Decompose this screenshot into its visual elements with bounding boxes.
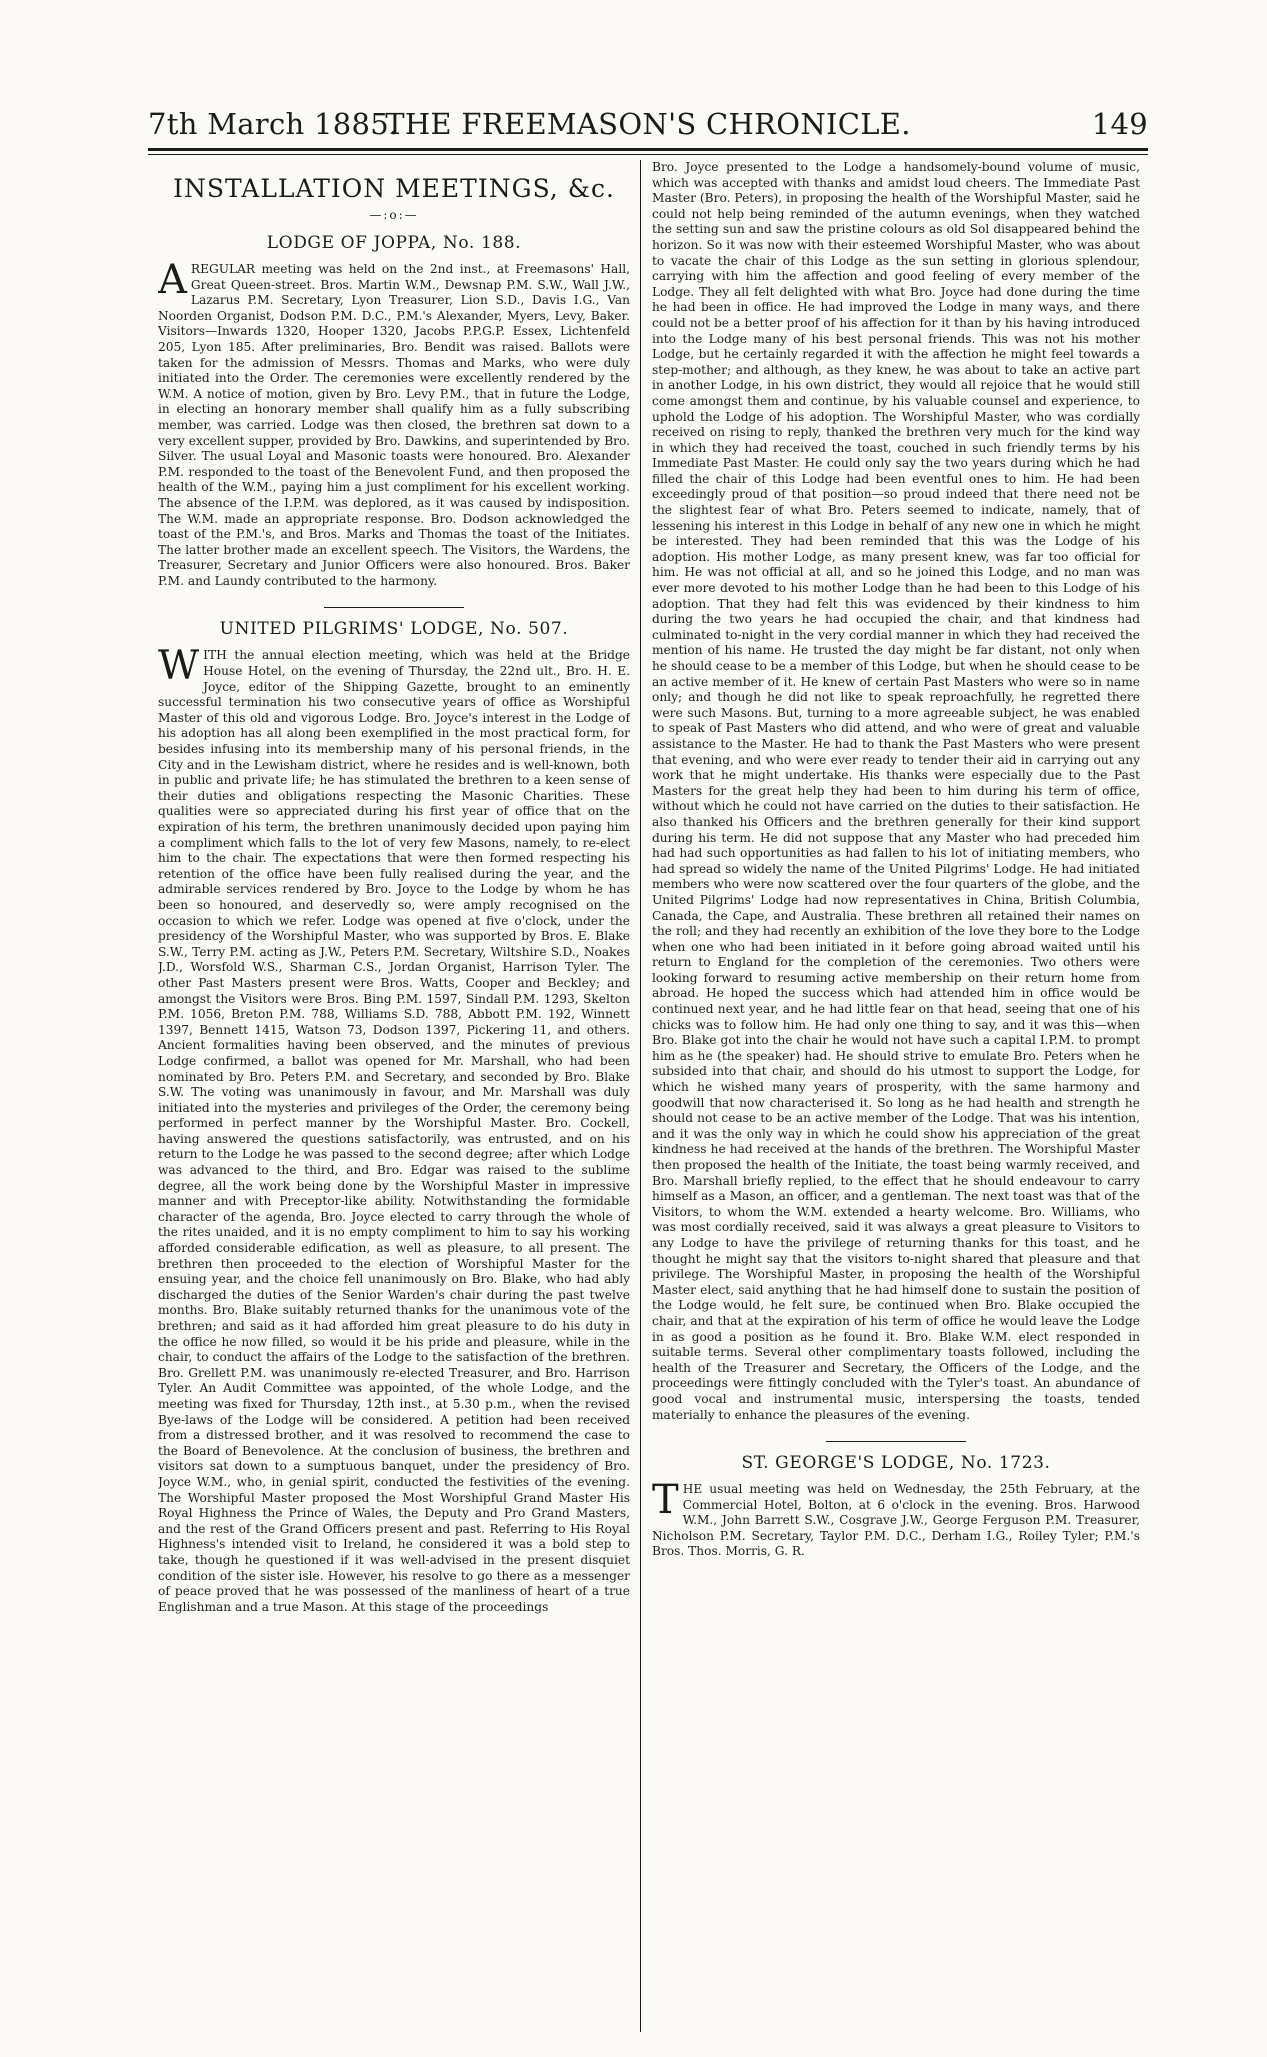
joppa-dropcap: A [158, 257, 187, 303]
left-column [158, 160, 630, 2020]
pilgrims-dropcap: W [158, 643, 200, 690]
pilgrims-heading: UNITED PILGRIMS' LODGE, No. 507. [219, 619, 569, 640]
joppa-body: REGULAR meeting was held on the 2nd inst., at Freemasons' Hall, Great Queen-street. Bros. Martin W.M., Dewsnap P.M. S.W., Wall J.W., Lazarus P.M. Secretary, Lyon Treasurer, Lion S.D., Davis I.G., Van Noorden Organist, Dodson P.M. D.C., P.M.'s Alexander, Myers, Levy, Baker. Visitors—Inwards 1320, Hooper 1320, Jacobs P.P.G.P. Essex, Lichtenfeld 205, Lyon 185. After preliminaries, Bro. Bendit was raised. Ballots were taken for the admission of Messrs. Thomas and Marks, who were duly initiated into the Order. The ceremonies were excellently rendered by the W.M. A notice of motion, given by Bro. Levy P.M., that in future the Lodge, in electing an honorary member shall qualify him as a fully subscribing member, was carried. Lodge was then closed, the brethren sat down to a very excellent supper, provided by Bro. Dawkins, and superintended by Bro. Silver. The usual Loyal and Masonic toasts were honoured. Bro. Alexander P.M. responded to the toast of the Benevolent Fund, and then proposed the health of the W.M., paying him a just compliment for his excellent working. The absence of the I.P.M. was deplored, as it was caused by indisposition. The W.M. made an appropriate response. Bro. Dodson acknowledged the toast of the P.M.'s, and Bros. Marks and Thomas the toast of the Initiates. The latter brother made an excellent speech. The Visitors, the Wardens, the Treasurer, Secretary and Junior Officers were also honoured. Bros. Baker P.M. and Laundy contributed to the harmony. [158, 262, 630, 588]
pilgrims-continued-body: Bro. Joyce presented to the Lodge a handsomely-bound volume of music, which was accepted with thanks and amidst loud cheers. The Immediate Past Master (Bro. Peters), in proposing the health of the Worshipful Master, said he could not help being reminded of the autumn evenings, when they watched the setting sun and saw the pristine colours as old Sol disappeared behind the horizon. So it was now with their esteemed Worshipful Master, who was about to vacate the chair of this Lodge as the sun setting in glorious splendour, carrying with him the affection and good feeling of every member of the Lodge. They all felt delighted with what Bro. Joyce had done during the time he had been in office. He had improved the Lodge in many ways, and there could not be a better proof of his affection for it than by his having introduced into the Lodge many of his best personal friends. This was not his mother Lodge, but he certainly regarded it with the affection he might feel towards a step-mother; and although, as they knew, he was about to take an active part in another Lodge, in his own district, they would all rejoice that he would still come amongst them and continue, by his valuable counsel and experience, to uphold the Lodge of his adoption. The Worshipful Master, who was cordially received on rising to reply, thanked the brethren very much for the kind way in which they had received the toast, couched in such friendly terms by his Immediate Past Master. He could only say the two years during which he had filled the chair of this Lodge had been eventful ones to him. He had been exceedingly proud of that position—so proud indeed that there need not be the slightest fear of what Bro. Peters seemed to indicate, namely, that of lessening his interest in this Lodge in behalf of any new one in which he might be interested. They had been reminded that this was the Lodge of his adoption. His mother Lodge, as many present knew, was far too official for him. He was not official at all, and so he joined this Lodge, and no man was ever more devoted to his mother Lodge than he had been to this Lodge of his adoption. That they had felt this was evidenced by their kindness to him during the two years he had occupied the chair, and that kindness had culminated to-night in the very cordial manner in which they had received the mention of his name. He trusted the day might be far distant, not only when he should cease to be a member of this Lodge, but when he should cease to be an active member of it. He knew of certain Past Masters who were so in name only; and though he did not like to speak reproachfully, he regretted there were such Masons. But, turning to a more agreeable subject, he was enabled to speak of Past Masters who did attend, and who were of great and valuable assistance to the Master. He had to thank the Past Masters who were present that evening, and who were ever ready to tender their aid in carrying out any work that he might undertake. His thanks were especially due to the Past Masters for the great help they had been to him during his term of office, without which he could not have carried on the duties to their satisfaction. He also thanked his Officers and the brethren generally for their kind support during his term. He did not suppose that any Master who had preceded him had had such opportunities as had fallen to his lot of initiating members, who had spread so widely the name of the United Pilgrims' Lodge. He had initiated members who were now scattered over the four quarters of the globe, and the United Pilgrims' Lodge had now representatives in China, British Columbia, Canada, the Cape, and Australia. These brethren all retained their names on the roll; and they had recently an exhibition of the love they bore to the Lodge when one who had been initiated in it before going abroad waited until his return to England for the completion of the ceremonies. Two others were looking forward to resuming active membership on their return home from abroad. He hoped the success which had attended him in office would be continued next year, and he had little fear on that head, seeing that one of his chicks was to follow him. He had only one thing to say, and it was this—when Bro. Blake got into the chair he would not have such a capital I.P.M. to prompt him as he (the speaker) had. He should strive to emulate Bro. Peters when he subsided into that chair, and should do his utmost to support the Lodge, for which he wished many years of prosperity, with the same harmony and goodwill that now characterised it. So long as he had health and strength he should not cease to be an active member of the Lodge. That was his intention, and it was the only way in which he could show his appreciation of the great kindness he had received at the hands of the brethren. The Worshipful Master then proposed the health of the Initiate, the toast being warmly received, and Bro. Marshall briefly replied, to the effect that he should endeavour to carry himself as a Mason, an officer, and a gentleman. The next toast was that of the Visitors, to whom the W.M. extended a hearty welcome. Bro. Williams, who was most cordially received, said it was always a great pleasure to Visitors to any Lodge to have the privilege of returning thanks for this toast, and he thought he might say that the visitors to-night shared that pleasure and that privilege. The Worshipful Master, in proposing the health of the Worshipful Master elect, said anything that he had himself done to sustain the position of the Lodge would, he felt sure, be continued when Bro. Blake occupied the chair, and that at the expiration of his term of office he would leave the Lodge in as good a position as he found it. Bro. Blake W.M. elect responded in suitable terms. Several other complimentary toasts followed, including the health of the Treasurer and Secretary, the Officers of the Lodge, and the proceedings were fittingly concluded with the Tyler's toast. An abundance of good vocal and instrumental music, interspersing the toasts, tended materially to enhance the pleasures of the evening. [652, 160, 1140, 1422]
section-separator: —:o:— [369, 208, 419, 222]
issue-date: 7th March 1885. [148, 107, 399, 141]
article-divider [826, 1441, 966, 1442]
st-george-dropcap: T [652, 1477, 679, 1524]
st-george-body: HE usual meeting was held on Wednesday, the 25th February, at the Commercial Hotel, Bolton, at 6 o'clock in the evening. Bros. Harwood W.M., John Barrett S.W., Cosgrave J.W., George Ferguson P.M. Treasurer, Nicholson P.M. Secretary, Taylor P.M. D.C., Derham I.G., Roiley Tyler; P.M.'s Bros. Thos. Morris, G. R. [652, 1482, 1140, 1559]
joppa-heading: LODGE OF JOPPA, No. 188. [266, 233, 522, 253]
column-divider [640, 160, 641, 2032]
page-number: 149 [1091, 107, 1148, 141]
right-column [652, 160, 1140, 2020]
masthead-rule-thin [148, 154, 1148, 155]
masthead-rule-thick [148, 148, 1148, 151]
st-george-heading: ST. GEORGE'S LODGE, No. 1723. [741, 1453, 1051, 1474]
publication-title: THE FREEMASON'S CHRONICLE. [385, 107, 911, 141]
article-divider [324, 607, 464, 608]
masthead [148, 104, 1148, 144]
st-george-article [652, 1477, 1140, 1560]
pilgrims-article [158, 643, 630, 1615]
pilgrims-body: ITH the annual election meeting, which was held at the Bridge House Hotel, on the evening of Thursday, the 22nd ult., Bro. H. E. Joyce, editor of the Shipping Gazette, brought to an eminently successful termination his two consecutive years of office as Worshipful Master of this old and vigorous Lodge. Bro. Joyce's interest in the Lodge of his adoption has all along been exemplified in the most practical form, for besides infusing into its membership many of his personal friends, in the City and in the Lewisham district, where he resides and is well-known, both in public and private life; he has stimulated the brethren to a keen sense of their duties and obligations respecting the Masonic Charities. These qualities were so appreciated during his first year of office that on the expiration of his term, the brethren unanimously decided upon paying him a compliment which falls to the lot of very few Masons, namely, to re-elect him to the chair. The expectations that were then formed respecting his retention of the office have been fully realised during the year, and the admirable services rendered by Bro. Joyce to the Lodge by whom he has been so honoured, and deservedly so, were amply recognised on the occasion to which we refer. Lodge was opened at five o'clock, under the presidency of the Worshipful Master, who was supported by Bros. E. Blake S.W., Terry P.M. acting as J.W., Peters P.M. Secretary, Wiltshire S.D., Noakes J.D., Worsfold W.S., Sharman C.S., Jordan Organist, Harrison Tyler. The other Past Masters present were Bros. Watts, Cooper and Beckley; and amongst the Visitors were Bros. Bing P.M. 1597, Sindall P.M. 1293, Skelton P.M. 1056, Breton P.M. 788, Williams S.D. 788, Abbott P.M. 192, Winnett 1397, Bennett 1415, Watson 73, Dodson 1397, Pickering 11, and others. Ancient formalities having been observed, and the minutes of previous Lodge confirmed, a ballot was opened for Mr. Marshall, who had been nominated by Bro. Peters P.M. and Secretary, and seconded by Bro. Blake S.W. The voting was unanimously in favour, and Mr. Marshall was duly initiated into the mysteries and privileges of the Order, the ceremony being performed in perfect manner by the Worshipful Master. Bro. Cockell, having answered the questions satisfactorily, was entrusted, and on his return to the Lodge he was passed to the second degree; after which Lodge was advanced to the third, and Bro. Edgar was raised to the sublime degree, all the work being done by the Worshipful Master in impressive manner and with Preceptor-like ability. Notwithstanding the formidable character of the agenda, Bro. Joyce elected to carry through the whole of the rites unaided, and it is no empty compliment to him to say his working afforded considerable edification, as well as pleasure, to all present. The brethren then proceeded to the election of Worshipful Master for the ensuing year, and the choice fell unanimously on Bro. Blake, who had ably discharged the duties of the Senior Warden's chair during the past twelve months. Bro. Blake suitably returned thanks for the unanimous vote of the brethren; and said as it had afforded him great pleasure to do his duty in the office he now filled, so would it be his pride and pleasure, while in the chair, to conduct the affairs of the Lodge to the satisfaction of the brethren. Bro. Grellett P.M. was unanimously re-elected Treasurer, and Bro. Harrison Tyler. An Audit Committee was appointed, of the whole Lodge, and the meeting was fixed for Thursday, 12th inst., at 5.30 p.m., when the revised Bye-laws of the Lodge will be considered. A petition had been received from a distressed brother, and it was resolved to recommend the case to the Board of Benevolence. At the conclusion of business, the brethren and visitors sat down to a sumptuous banquet, under the presidency of Bro. Joyce W.M., who, in genial spirit, conducted the festivities of the evening. The Worshipful Master proposed the Most Worshipful Grand Master His Royal Highness the Prince of Wales, the Deputy and Pro Grand Masters, and the rest of the Grand Officers present and past. Referring to His Royal Highness's intended visit to Ireland, he considered it was a bold step to take, though he questioned if it was well-advised in the present disquiet condition of the sister isle. However, his resolve to go there as a messenger of peace proved that he was possessed of the manliness of heart of a true Englishman and a true Mason. At this stage of the proceedings [158, 648, 630, 1614]
section-title: INSTALLATION MEETINGS, &c. [173, 174, 615, 203]
joppa-article [158, 257, 630, 589]
